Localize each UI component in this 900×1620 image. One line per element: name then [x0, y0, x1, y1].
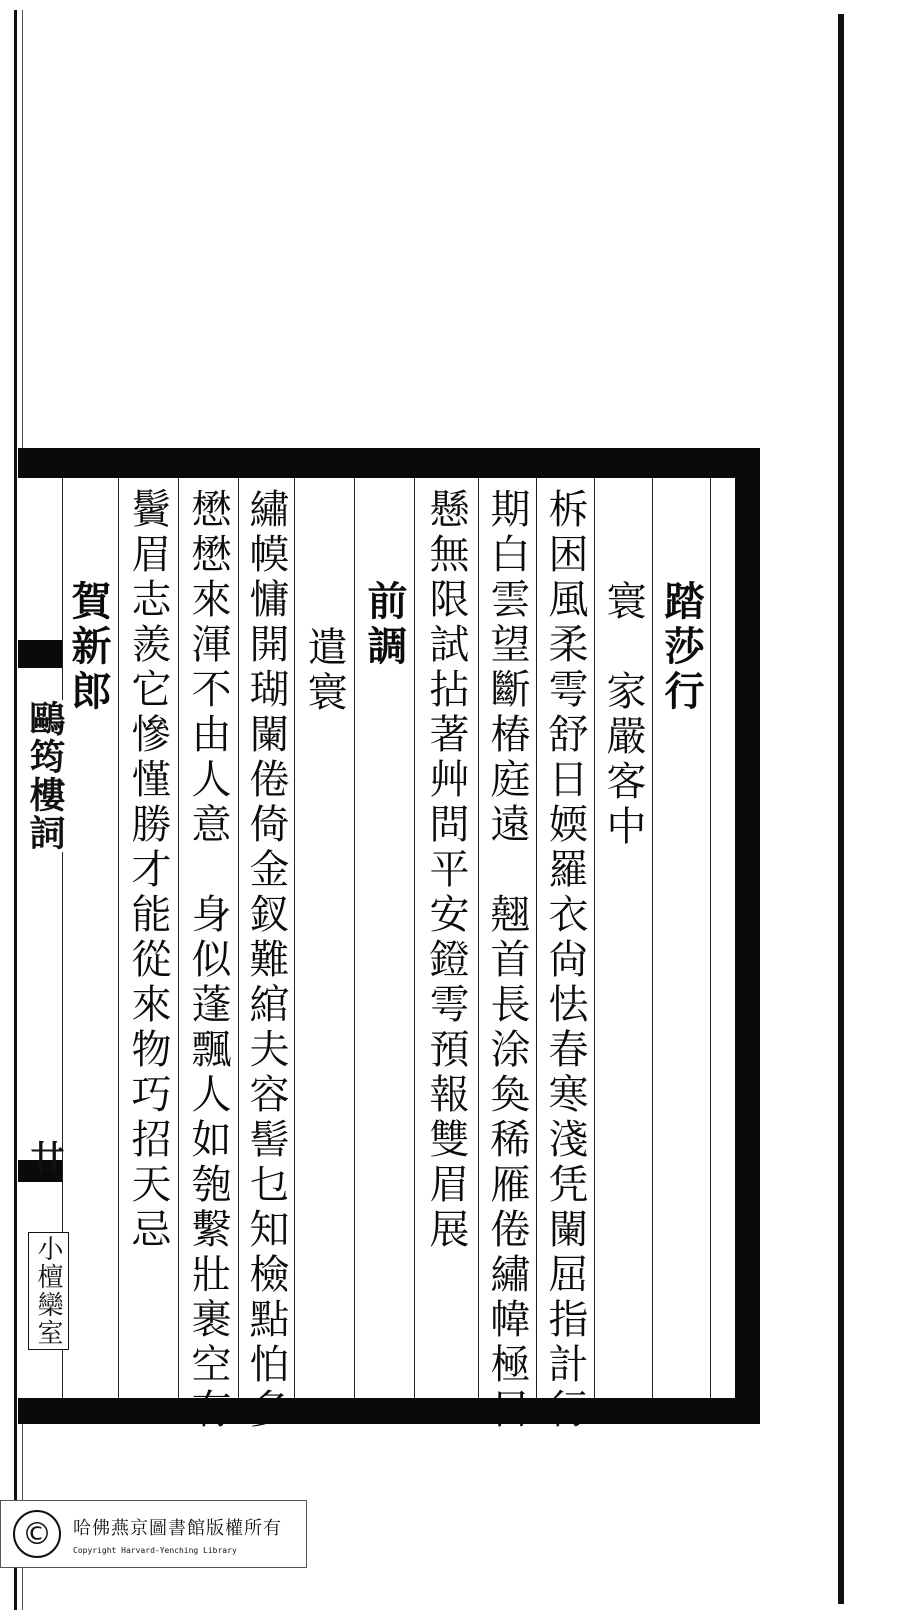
column-rule: [118, 478, 119, 1398]
right-page-edge: [838, 14, 844, 1604]
column-rule: [594, 478, 595, 1398]
copyright-icon: ©: [13, 1510, 61, 1558]
column-rule: [294, 478, 295, 1398]
text-column-8: 繡幙慵開瑚闌倦倚金釵難綰夫容髻乜知檢點怕多: [243, 488, 289, 1433]
column-rule: [652, 478, 653, 1398]
copyright-english: Copyright Harvard-Yenching Library: [73, 1545, 237, 1555]
fish-tail-upper: [18, 640, 62, 668]
text-column-7: 遣寰: [301, 626, 347, 716]
column-rule: [178, 478, 179, 1398]
text-column-3: 柝困風柔雩舒日媆羅衣尙怯春寒淺凭闌屈指計行: [542, 488, 588, 1433]
column-rule: [478, 478, 479, 1398]
book-title: 鷗筠樓詞: [20, 700, 71, 852]
left-binding-line: [14, 10, 17, 1610]
text-column-4: 期白雲望斷椿庭遠 翹首長涂奐稀雁倦繡幃極目: [484, 488, 530, 1433]
studio-name: 小檀欒室: [28, 1232, 69, 1350]
copyright-stamp: [0, 1500, 307, 1568]
text-column-9: 懋懋來渾不由人意 身似蓬飄人如匏繫壯裹空有: [185, 488, 231, 1433]
text-column-1: 踏莎行: [658, 580, 705, 715]
column-rule: [710, 478, 711, 1398]
text-column-2: 寰 家嚴客中: [600, 580, 646, 850]
text-column-6: 前調: [361, 580, 408, 670]
text-column-5: 懸無限試拈著艸問平安鐙雩預報雙眉展: [423, 488, 469, 1253]
text-column-11: 賀新郎: [65, 580, 112, 715]
column-rule: [536, 478, 537, 1398]
column-rule: [414, 478, 415, 1398]
copyright-chinese: 哈佛燕京圖書館版權所有: [73, 1517, 282, 1539]
column-rule: [354, 478, 355, 1398]
folio-number: 廿: [24, 1140, 64, 1174]
text-column-10: 鬢眉志羨它慘慬勝才能從來物巧招天忌: [125, 488, 171, 1253]
column-rule: [238, 478, 239, 1398]
